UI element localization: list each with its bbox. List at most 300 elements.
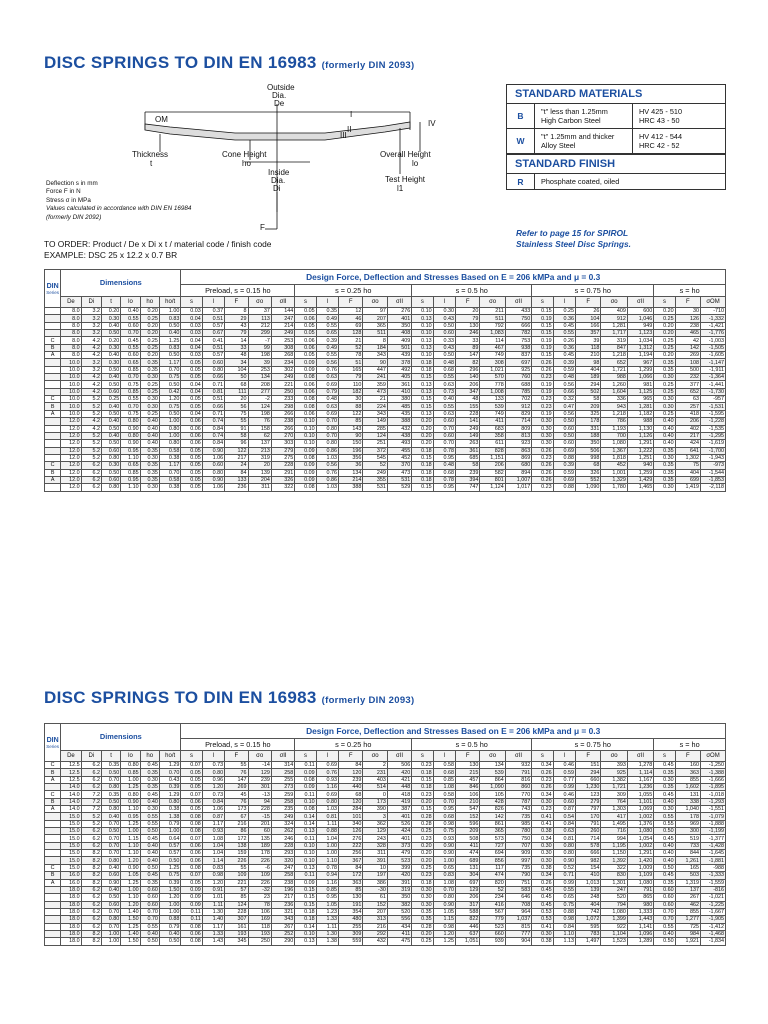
table-cell: 523 <box>480 923 505 930</box>
table-cell: 432 <box>363 938 387 945</box>
group-header: s = 0.25 ho <box>295 285 412 297</box>
table-cell: 134 <box>339 469 363 476</box>
table-cell: 727 <box>480 842 505 849</box>
table-cell: 904 <box>505 938 531 945</box>
table-cell: 0.19 <box>532 315 553 322</box>
table-cell: 694 <box>480 850 505 857</box>
table-cell: 0.65 <box>121 359 140 366</box>
table-cell: 0.80 <box>159 425 180 432</box>
table-cell: 1.08 <box>433 879 455 886</box>
table-cell: 0.41 <box>532 820 553 827</box>
table-cell: 0.34 <box>532 762 553 769</box>
table-cell: 1,002 <box>627 813 653 820</box>
table-cell: 1,104 <box>601 930 627 937</box>
table-cell: 236 <box>225 484 248 491</box>
table-cell: 0.30 <box>140 396 159 403</box>
table-cell: 0.40 <box>140 857 159 864</box>
table-cell: 141 <box>455 418 479 425</box>
table-cell: 124 <box>363 432 387 439</box>
series-cell: C <box>45 396 61 403</box>
table-cell: -1,003 <box>701 337 726 344</box>
table-cell: 0.30 <box>412 901 433 908</box>
column-header: l <box>433 751 455 762</box>
table-cell: 343 <box>363 352 387 359</box>
table-cell: 0.60 <box>101 901 120 908</box>
table-row <box>45 806 726 813</box>
table-row <box>45 432 726 439</box>
table-cell: 735 <box>505 864 531 871</box>
table-cell: 1.10 <box>121 842 140 849</box>
table-cell: 8.0 <box>61 308 81 315</box>
material-spec-line: HV 412 - 544 <box>639 132 682 141</box>
table-cell: 813 <box>505 432 531 439</box>
table-cell: 0.60 <box>101 476 120 483</box>
table-cell: 438 <box>387 432 411 439</box>
table-cell: 0.69 <box>316 410 338 417</box>
table-cell: 1.05 <box>433 908 455 915</box>
table-cell: 1.00 <box>121 886 140 893</box>
table-cell: 0.25 <box>654 344 675 351</box>
table-cell: -1,881 <box>701 857 726 864</box>
table-cell: 0.69 <box>553 476 575 483</box>
table-cell: 253 <box>271 337 294 344</box>
table-cell: 981 <box>627 381 653 388</box>
table-cell: 228 <box>271 462 294 469</box>
table-cell: 0.04 <box>181 337 202 344</box>
table-cell: 0.70 <box>101 820 120 827</box>
table-cell: 1.06 <box>202 454 224 461</box>
table-cell: 0.26 <box>532 769 553 776</box>
table-cell: 196 <box>271 886 294 893</box>
table-cell: 0.85 <box>433 776 455 783</box>
table-cell: 358 <box>480 432 505 439</box>
table-cell: 539 <box>480 403 505 410</box>
table-cell: -1,505 <box>701 344 726 351</box>
table-cell: 380 <box>387 396 411 403</box>
table-cell: 0.50 <box>101 381 120 388</box>
table-cell: 0.39 <box>159 879 180 886</box>
table-cell: 0.13 <box>295 938 316 945</box>
table-cell: 938 <box>505 344 531 351</box>
table-cell: 68 <box>339 791 363 798</box>
table-cell: 1,420 <box>627 857 653 864</box>
table-cell: 42 <box>675 337 700 344</box>
table-cell: 1,392 <box>601 857 627 864</box>
table-cell: 0.70 <box>316 418 338 425</box>
table-cell: 0.38 <box>532 864 553 871</box>
series-cell: C <box>45 462 61 469</box>
table-cell: 260 <box>575 828 600 835</box>
table-cell: 465 <box>675 330 700 337</box>
table-cell: 0.55 <box>553 886 575 893</box>
table-cell: 0.19 <box>532 388 553 395</box>
table-cell: 0.30 <box>412 886 433 893</box>
table-cell: 0.84 <box>202 440 224 447</box>
table-cell: 299 <box>248 330 271 337</box>
table-cell: -1,388 <box>701 769 726 776</box>
table-cell: 0.80 <box>121 418 140 425</box>
table-cell: 0.30 <box>532 418 553 425</box>
series-cell <box>45 322 61 329</box>
table-row <box>45 879 726 886</box>
table-cell: 296 <box>455 366 479 373</box>
table-cell: 1.15 <box>121 835 140 842</box>
table-cell: 0.25 <box>654 381 675 388</box>
table-cell: 1.40 <box>202 916 224 923</box>
table-cell: 0.23 <box>412 762 433 769</box>
table-cell: 15.0 <box>61 864 81 871</box>
table-cell: 290 <box>271 938 294 945</box>
table-cell: 1,017 <box>505 484 531 491</box>
table-cell: 313 <box>363 916 387 923</box>
table-cell: 18.0 <box>61 938 81 945</box>
table-cell: 20 <box>248 462 271 469</box>
table-cell: 1.17 <box>159 359 180 366</box>
table-cell: 0.25 <box>654 410 675 417</box>
table-cell: 988 <box>601 374 627 381</box>
table-cell: 0.50 <box>101 894 120 901</box>
table-cell: 0.09 <box>295 784 316 791</box>
table-cell: 235 <box>271 806 294 813</box>
table-cell: 94 <box>248 798 271 805</box>
table-cell: 409 <box>601 308 627 315</box>
table-cell: 985 <box>505 820 531 827</box>
table-cell: 1.20 <box>159 396 180 403</box>
table-cell: 0.35 <box>654 366 675 373</box>
table-cell: 0.20 <box>654 308 675 315</box>
table-cell: 0.09 <box>295 476 316 483</box>
series-cell: C <box>45 762 61 769</box>
table-cell: -13 <box>248 791 271 798</box>
column-header: s <box>412 751 433 762</box>
column-header-row <box>45 297 726 308</box>
table-cell: 1.50 <box>121 916 140 923</box>
table-row <box>45 901 726 908</box>
table-row <box>45 344 726 351</box>
table-cell: 311 <box>363 850 387 857</box>
table-cell: 99 <box>248 344 271 351</box>
table-row <box>45 374 726 381</box>
table-cell: 12.5 <box>61 776 81 783</box>
table-cell: 539 <box>480 769 505 776</box>
table-cell: 118 <box>575 344 600 351</box>
table-cell: 531 <box>387 476 411 483</box>
table-cell: 0.80 <box>101 806 120 813</box>
table-cell: 0.15 <box>532 330 553 337</box>
table-cell: 6.2 <box>81 762 101 769</box>
table-cell: 583 <box>505 886 531 893</box>
cone-height-symbol: ho <box>242 159 251 168</box>
title-text: DISC SPRINGS TO DIN EN 16983 <box>44 688 317 707</box>
table-cell: 0.38 <box>532 938 553 945</box>
table-cell: -1,412 <box>701 923 726 930</box>
table-cell: 0.63 <box>433 410 455 417</box>
table-cell: -1,905 <box>701 916 726 923</box>
table-cell: 0.70 <box>121 403 140 410</box>
column-header: F <box>675 297 700 308</box>
table-cell: 0.70 <box>654 908 675 915</box>
table-cell: 1.25 <box>159 864 180 871</box>
table-cell: 221 <box>225 879 248 886</box>
table-cell: 0.08 <box>181 938 202 945</box>
table-cell: 1.00 <box>159 432 180 439</box>
table-cell: 0.55 <box>140 820 159 827</box>
table-cell: 0.85 <box>121 388 140 395</box>
table-cell: 124 <box>248 403 271 410</box>
table-cell: 0.84 <box>202 798 224 805</box>
table-cell: 82 <box>455 359 479 366</box>
table-cell: 319 <box>601 337 627 344</box>
table-cell: 96 <box>225 440 248 447</box>
table-cell: 949 <box>627 322 653 329</box>
table-cell: 10.0 <box>61 366 81 373</box>
table-cell: 197 <box>363 872 387 879</box>
table-cell: 0.26 <box>532 879 553 886</box>
table-cell: 1,230 <box>575 784 600 791</box>
series-cell <box>45 930 61 937</box>
table-cell: -32 <box>248 886 271 893</box>
table-cell: 37 <box>248 308 271 315</box>
table-row <box>45 938 726 945</box>
table-cell: 350 <box>575 440 600 447</box>
table-cell: 3.2 <box>81 315 101 322</box>
table-cell: 84 <box>339 762 363 769</box>
table-cell: 193 <box>248 930 271 937</box>
table-cell: 372 <box>363 447 387 454</box>
table-cell: 321 <box>271 908 294 915</box>
table-cell: 388 <box>339 484 363 491</box>
table-cell: 0.99 <box>553 879 575 886</box>
table-cell: 20 <box>455 308 479 315</box>
table-cell: 1.40 <box>121 930 140 937</box>
table-cell: 0.40 <box>140 930 159 937</box>
table-cell: -1,853 <box>701 476 726 483</box>
table-cell: 0.80 <box>121 791 140 798</box>
table-cell: 0.03 <box>181 322 202 329</box>
table-cell: 1.10 <box>121 454 140 461</box>
table-cell: 134 <box>480 762 505 769</box>
table-cell: 0.30 <box>654 806 675 813</box>
outside-dia-symbol: De <box>274 99 285 108</box>
series-cell <box>45 432 61 439</box>
table-cell: 110 <box>339 381 363 388</box>
table-cell: 45 <box>225 791 248 798</box>
table-cell: 1,066 <box>627 374 653 381</box>
series-cell <box>45 938 61 945</box>
table-cell: 0.25 <box>140 315 159 322</box>
table-cell: 18.0 <box>61 930 81 937</box>
table-cell: 0.85 <box>121 469 140 476</box>
point-iii: III <box>340 131 347 140</box>
table-cell: 14 <box>225 337 248 344</box>
series-cell: C <box>45 337 61 344</box>
table-cell: 452 <box>601 462 627 469</box>
table-cell: 0.05 <box>181 454 202 461</box>
table-cell: 401 <box>387 315 411 322</box>
table-cell: 52 <box>339 344 363 351</box>
table-row <box>45 864 726 871</box>
table-cell: 0.75 <box>159 872 180 879</box>
table-cell: 0.65 <box>553 894 575 901</box>
table-cell: 508 <box>455 835 479 842</box>
table-cell: 0.10 <box>412 322 433 329</box>
table-cell: 309 <box>339 930 363 937</box>
table-cell: 249 <box>271 330 294 337</box>
table-cell: -1,535 <box>701 425 726 432</box>
table-cell: 6.2 <box>81 923 101 930</box>
table-cell: 0.20 <box>412 440 433 447</box>
table-cell: 6.2 <box>81 462 101 469</box>
table-cell: 0.60 <box>654 901 675 908</box>
table-cell: 0.39 <box>553 462 575 469</box>
table-cell: 480 <box>339 916 363 923</box>
table-cell: 1.17 <box>159 462 180 469</box>
table-cell: 238 <box>271 418 294 425</box>
table-cell: 0.95 <box>433 806 455 813</box>
series-cell <box>45 388 61 395</box>
table-cell: 0.60 <box>202 462 224 469</box>
table-cell: 912 <box>601 315 627 322</box>
table-row <box>45 894 726 901</box>
table-cell: 365 <box>363 322 387 329</box>
table-cell: 778 <box>480 381 505 388</box>
table-cell: 113 <box>248 315 271 322</box>
table-cell: -1,776 <box>701 330 726 337</box>
table-cell: 182 <box>339 388 363 395</box>
table-cell: 84 <box>339 864 363 871</box>
table-cell: 680 <box>505 462 531 469</box>
table-cell: 688 <box>505 381 531 388</box>
table-cell: 0.40 <box>140 850 159 857</box>
series-cell <box>45 857 61 864</box>
table-cell: 0.60 <box>140 901 159 908</box>
table-cell: 0.55 <box>654 813 675 820</box>
series-cell <box>45 835 61 842</box>
series-cell <box>45 820 61 827</box>
table-cell: 8.0 <box>61 344 81 351</box>
table-cell: 0.45 <box>532 894 553 901</box>
table-cell: 0.94 <box>316 872 338 879</box>
table-cell: 861 <box>480 820 505 827</box>
table-cell: 0.13 <box>412 381 433 388</box>
table-cell: 204 <box>248 476 271 483</box>
table-cell: 0.40 <box>101 886 120 893</box>
table-cell: 0.95 <box>121 447 140 454</box>
table-cell: 0.08 <box>295 403 316 410</box>
table-cell: 0.60 <box>433 330 455 337</box>
table-cell: 15.0 <box>61 842 81 849</box>
table-cell: 0.55 <box>316 352 338 359</box>
section-title-2 <box>44 688 414 708</box>
table-cell: 0.45 <box>140 835 159 842</box>
column-header: σo <box>363 297 387 308</box>
table-cell: 697 <box>455 879 479 886</box>
table-cell: 97 <box>363 308 387 315</box>
table-cell: 420 <box>387 872 411 879</box>
table-cell: 0.60 <box>101 872 120 879</box>
table-cell: 301 <box>248 784 271 791</box>
table-cell: 154 <box>575 864 600 871</box>
table-cell: 1.16 <box>316 784 338 791</box>
table-cell: 123 <box>575 791 600 798</box>
table-cell: 1.10 <box>553 930 575 937</box>
table-cell: 147 <box>455 352 479 359</box>
note-line: (formerly DIN 2092) <box>46 213 102 221</box>
table-cell: 76 <box>225 769 248 776</box>
table-cell: 0.40 <box>654 930 675 937</box>
table-cell: 0.83 <box>159 344 180 351</box>
table-cell: 0.35 <box>654 769 675 776</box>
dimensions-header: Dimensions <box>61 270 181 297</box>
table-cell: 416 <box>480 901 505 908</box>
table-cell: 0.50 <box>101 366 120 373</box>
table-cell: 5.2 <box>81 410 101 417</box>
table-cell: 753 <box>505 337 531 344</box>
din-series-header <box>45 724 61 762</box>
table-cell: 404 <box>575 366 600 373</box>
table-cell: -957 <box>701 396 726 403</box>
table-cell: 0.70 <box>316 432 338 439</box>
table-cell: 0.26 <box>553 337 575 344</box>
table-cell: 236 <box>271 901 294 908</box>
column-header: s <box>532 297 553 308</box>
table-cell: 8.2 <box>81 850 101 857</box>
table-cell: 249 <box>363 469 387 476</box>
table-cell: 0.50 <box>101 330 120 337</box>
table-cell: 506 <box>575 447 600 454</box>
table-cell: 394 <box>455 476 479 483</box>
table-cell: 0.35 <box>654 879 675 886</box>
material-spec-line: HRC 42 - 52 <box>639 141 680 150</box>
table-cell: 0.48 <box>433 462 455 469</box>
table-cell: 0.70 <box>101 835 120 842</box>
table-cell: -1,468 <box>701 930 726 937</box>
table-cell: 0.03 <box>181 330 202 337</box>
table-cell: 1.00 <box>159 901 180 908</box>
table-cell: 791 <box>575 820 600 827</box>
series-cell: B <box>45 798 61 805</box>
table-row <box>45 784 726 791</box>
table-cell: 0.10 <box>412 330 433 337</box>
table-row <box>45 850 726 857</box>
table-cell: 847 <box>601 344 627 351</box>
table-cell: 0.18 <box>412 476 433 483</box>
table-cell: 0.90 <box>121 864 140 871</box>
table-cell: 0.08 <box>181 828 202 835</box>
table-row <box>45 908 726 915</box>
table-cell: 0.80 <box>101 484 120 491</box>
materials-header: STANDARD MATERIALS <box>507 85 725 104</box>
table-cell: 0.98 <box>433 820 455 827</box>
table-cell: 447 <box>363 366 387 373</box>
table-cell: 0.38 <box>159 806 180 813</box>
table-cell: 1,251 <box>627 454 653 461</box>
material-desc-line: Alloy Steel <box>541 141 576 150</box>
table-cell: 0.30 <box>140 776 159 783</box>
table-cell: 0.30 <box>532 850 553 857</box>
table-cell: 0.43 <box>433 344 455 351</box>
table-cell: 0.90 <box>433 850 455 857</box>
table-row <box>45 352 726 359</box>
table-cell: 411 <box>455 842 479 849</box>
table-cell: -1,018 <box>701 791 726 798</box>
table-cell: 435 <box>387 410 411 417</box>
table-cell: 0.56 <box>316 359 338 366</box>
table-cell: 3.2 <box>81 359 101 366</box>
table-cell: 12.0 <box>61 432 81 439</box>
table-cell: 1.10 <box>316 857 338 864</box>
table-cell: 6.2 <box>81 828 101 835</box>
